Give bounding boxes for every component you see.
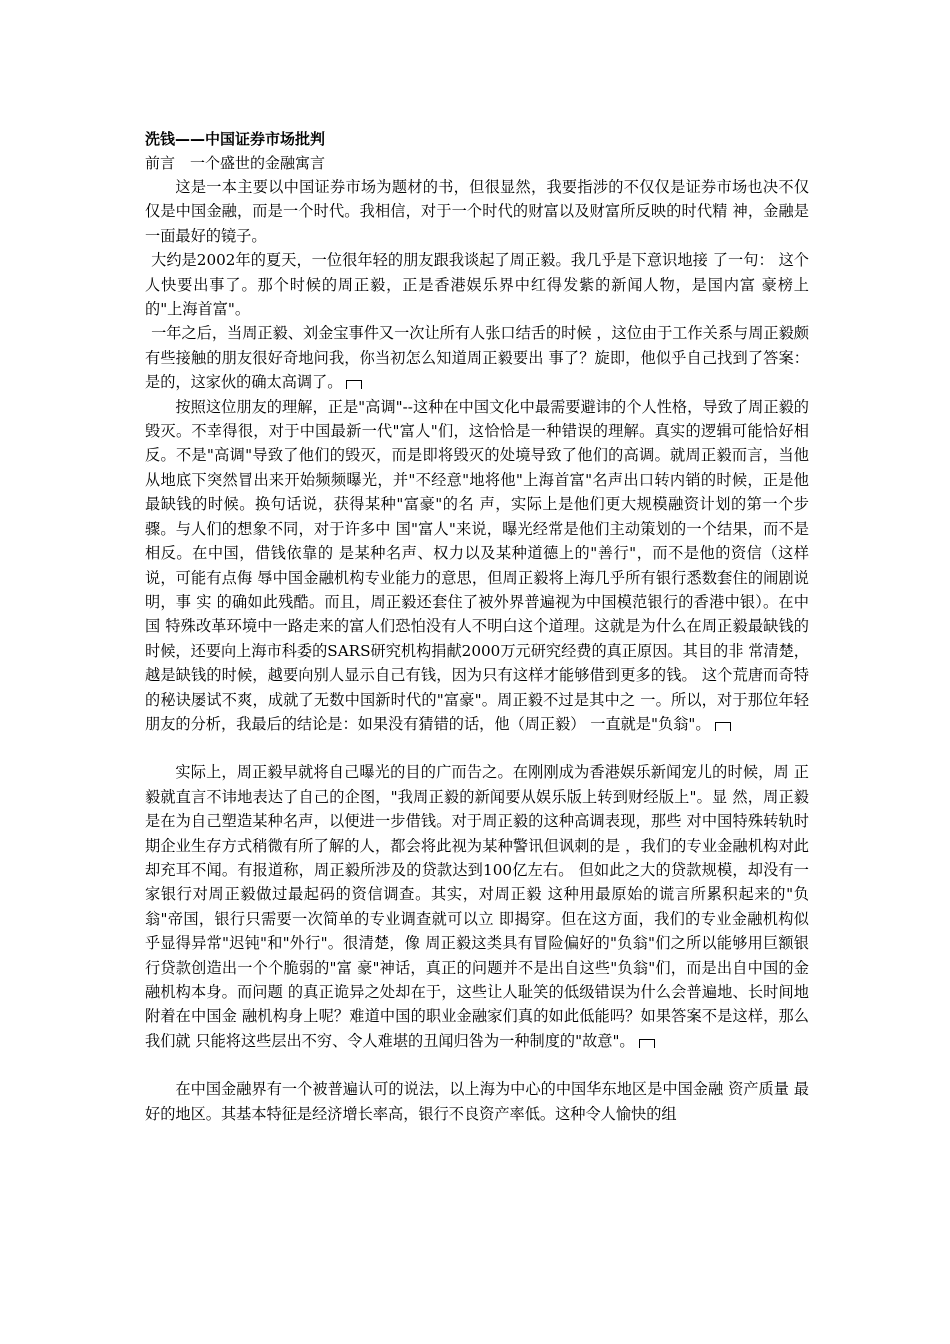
blank-line [145, 736, 809, 760]
paragraph-4 [145, 395, 809, 737]
blank-line [145, 1053, 809, 1077]
document-subtitle: 前言 一个盛世的金融寓言 [145, 154, 326, 172]
paragraph-1 [145, 175, 809, 248]
paragraph-5 [145, 760, 809, 1053]
paragraph-end-mark-icon [715, 722, 731, 731]
paragraph-text: 这是一本主要以中国证券市场为题材的书，但很显然，我要指涉的不仅仅是证券市场也决不仅仅是中国金融，而是一个时代。我相信，对于一个时代的财富以及财富所反映的时代精 神，金融是一面最好的镜子。 [145, 178, 809, 245]
paragraph-6 [145, 1077, 809, 1126]
paragraph-3 [145, 321, 809, 394]
paragraph-text: 大约是2002年的夏天，一位很年轻的朋友跟我谈起了周正毅。我几乎是下意识地接 了一句： 这个人快要出事了。那个时候的周正毅，正是香港娱乐界中红得发紫的新闻人物，是国内富 豪榜上的"上海首富"。 [145, 251, 809, 319]
paragraph-text: 按照这位朋友的理解，正是"高调"--这种在中国文化中最需要避讳的个人性格，导致了周正毅的毁灭。不幸得很，对于中国最新一代"富人"们，这恰恰是一种错误的理解。真实的逻辑可能恰好相反。不是"高调"导致了他们的毁灭，而是即将毁灭的处境导致了他们的高调。就周正毅而言，当他从地底下突然冒出来开始频频曝光，并"不经意"地将他"上海首富"名声出口转内销的时候，正是他最缺钱的时候。换句话说，获得某种"富豪"的名 声，实际上是他们更大规模融资计划的第一个步骤。与人们的想象不同，对于许多中 国"富人"来说，曝光经常是他们主动策划的一个结果，而不是相反。在中国，借钱依靠的 是某种名声、权力以及某种道德上的"善行"，而不是他的资信（这样说，可能有点侮 辱中国金融机构专业能力的意思，但周正毅将上海几乎所有银行悉数套住的闹剧说明，事 实 的确如此残酷。而且，周正毅还套住了被外界普遍视为中国模范银行的香港中银）。在中国 特殊改革环境中一路走来的富人们恐怕没有人不明白这个道理。这就是为什么在周正毅最缺钱的时候，还要向上海市科委的SARS研究机构捐献2000万元研究经费的真正原因。其目的非 常清楚，越是缺钱的时候，越要向别人显示自己有钱，因为只有这样才能够借到更多的钱。 这个荒唐而奇特的秘诀屡试不爽，成就了无数中国新时代的"富豪"。周正毅不过是其中之 一。所以，对于那位年轻朋友的分析，我最后的结论是：如果没有猜错的话，他（周正毅） 一直就是"负翁"。 [145, 397, 809, 733]
paragraph-end-mark-icon [346, 380, 362, 389]
paragraph-2 [145, 248, 809, 321]
paragraph-end-mark-icon [639, 1039, 655, 1048]
paragraph-text: 一年之后，当周正毅、刘金宝事件又一次让所有人张口结舌的时候 ，这位由于工作关系与周正毅颇有些接触的朋友很好奇地问我，你当初怎么知道周正毅要出 事了？旋即，他似乎自己找到了答案：是的，这家伙的确太高调了。 [145, 324, 809, 392]
paragraph-text: 在中国金融界有一个被普遍认可的说法，以上海为中心的中国华东地区是中国金融 资产质量 最好的地区。其基本特征是经济增长率高，银行不良资产率低。这种令人愉快的组 [145, 1080, 809, 1123]
paragraph-text: 实际上，周正毅早就将自己曝光的目的广而告之。在刚刚成为香港娱乐新闻宠儿的时候，周 正毅就直言不讳地表达了自己的企图，"我周正毅的新闻要从娱乐版上转到财经版上"。显 然，周正毅是在为自己塑造某种名声，以便进一步借钱。对于周正毅的这种高调表现，那些 对中国特殊转轨时期企业生存方式稍微有所了解的人，都会将此视为某种警讯但讽刺的是 ，我们的专业金融机构对此却充耳不闻。有报道称，周正毅所涉及的贷款达到100亿左右。 但如此之大的贷款规模，却没有一家银行对周正毅做过最起码的资信调查。其实，对周正毅 这种用最原始的谎言所累积起来的"负翁"帝国，银行只需要一次简单的专业调查就可以立 即揭穿。但在这方面，我们的专业金融机构似乎显得异常"迟钝"和"外行"。很清楚，像 周正毅这类具有冒险偏好的"负翁"们之所以能够用巨额银行贷款创造出一个个脆弱的"富 豪"神话，真正的问题并不是出自这些"负翁"们，而是出自中国的金融机构本身。而问题 的真正诡异之处却在于，这些让人耻笑的低级错误为什么会普遍地、长时间地附着在中国金 融机构身上呢？难道中国的职业金融家们真的如此低能吗？如果答案不是这样，那么我们就 只能将这些层出不穷、令人难堪的丑闻归咎为一种制度的"故意"。 [145, 763, 809, 1050]
document-title: 洗钱——中国证券市场批判 [145, 130, 326, 148]
document-page [145, 127, 809, 1126]
